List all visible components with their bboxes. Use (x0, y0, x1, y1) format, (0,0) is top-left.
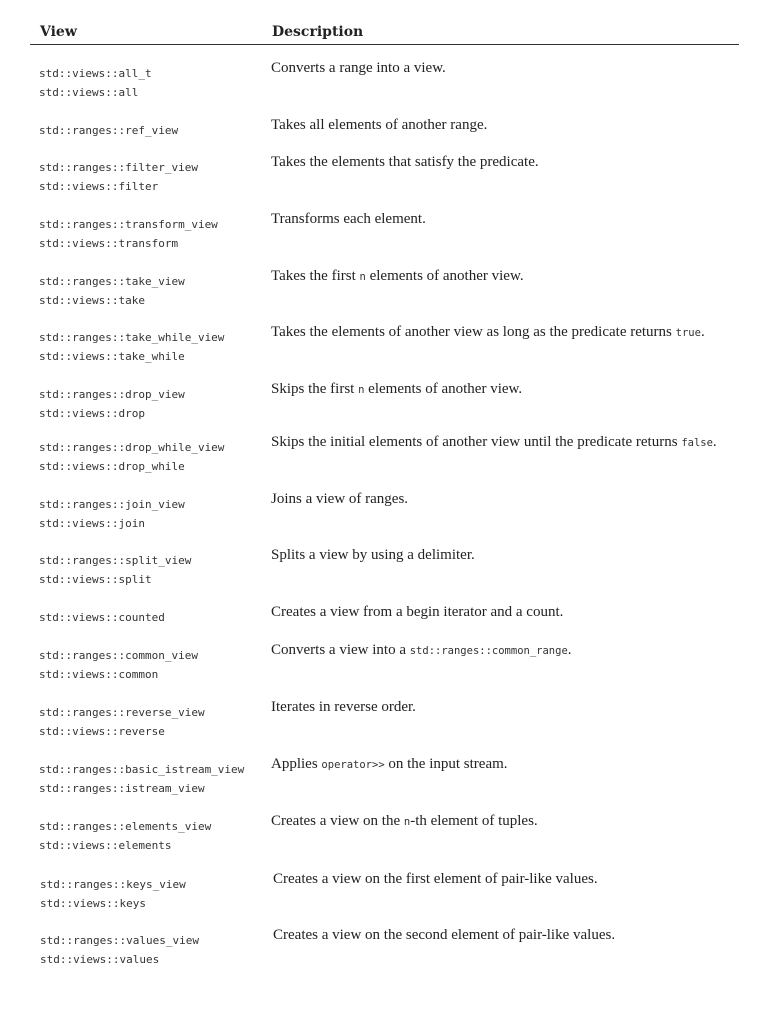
view-description (271, 697, 755, 717)
description-text: -th element of tuples. (410, 813, 538, 829)
description-text: Takes the elements that satisfy the predicate. (271, 154, 539, 170)
view-description (271, 266, 755, 287)
description-text: Creates a view on the (271, 813, 404, 829)
view-name: std::views::transform (39, 237, 179, 250)
description-text: Converts a view into a (271, 642, 410, 658)
description-text: Creates a view on the first element of pair-like values. (273, 871, 598, 887)
view-names (39, 158, 269, 196)
description-text: Creates a view on the second element of pair-like values. (273, 927, 616, 943)
view-description (273, 869, 757, 889)
view-name: std::views::values (40, 953, 160, 966)
view-description (271, 322, 755, 343)
view-name: std::views::drop (39, 407, 145, 420)
description-text: Splits a view by using a delimiter. (271, 547, 475, 563)
description-text: Joins a view of ranges. (271, 491, 409, 507)
description-text: Converts a range into a view. (271, 60, 446, 76)
description-text: Skips the first (271, 381, 359, 397)
view-name: std::views::all (39, 86, 139, 99)
inline-code: n (359, 271, 366, 283)
view-name: std::ranges::transform_view (39, 218, 218, 231)
view-name: std::views::take_while (39, 350, 185, 363)
description-text: elements of another view. (365, 268, 524, 284)
view-name: std::ranges::values_view (40, 934, 199, 947)
view-name: std::ranges::drop_view (39, 388, 185, 401)
view-name: std::ranges::reverse_view (39, 706, 205, 719)
description-text: Creates a view from a begin iterator and a count. (271, 604, 564, 620)
view-names (39, 703, 269, 741)
description-text: Applies (271, 756, 322, 772)
view-description (271, 58, 755, 78)
view-description (271, 152, 755, 172)
view-name: std::views::reverse (39, 725, 165, 738)
view-names (39, 495, 269, 533)
view-names (40, 931, 270, 969)
view-names (39, 760, 269, 798)
view-description (271, 754, 755, 775)
column-header-description: Description (272, 24, 364, 40)
view-names (39, 64, 269, 102)
view-name: std::ranges::filter_view (39, 161, 198, 174)
description-text: . (700, 324, 705, 340)
view-names (39, 551, 269, 589)
view-description (271, 545, 755, 565)
view-name: std::ranges::elements_view (39, 820, 212, 833)
view-description (271, 602, 755, 622)
description-text: Skips the initial elements of another view until the predicate returns (271, 434, 682, 450)
view-name: std::views::counted (39, 611, 165, 624)
view-name: std::views::common (39, 668, 159, 681)
view-name: std::ranges::common_view (39, 649, 198, 662)
view-name: std::views::take (39, 294, 145, 307)
view-name: std::ranges::istream_view (39, 782, 205, 795)
view-names (39, 215, 269, 253)
inline-code: false (681, 437, 713, 449)
description-text: Transforms each element. (271, 211, 426, 227)
view-name: std::views::all_t (39, 67, 152, 80)
view-description (271, 811, 755, 832)
view-description (271, 489, 755, 509)
view-name: std::ranges::basic_istream_view (39, 763, 245, 776)
view-description (271, 379, 755, 400)
description-text: Takes all elements of another range. (271, 117, 488, 133)
view-names (39, 121, 269, 140)
description-text: Iterates in reverse order. (271, 699, 416, 715)
inline-code: true (675, 327, 701, 339)
view-names (39, 608, 269, 627)
inline-code: n (403, 816, 411, 828)
view-names (39, 385, 269, 423)
view-name: std::ranges::split_view (39, 554, 192, 567)
view-names (39, 328, 269, 366)
inline-code: n (358, 384, 365, 396)
view-name: std::views::keys (40, 897, 146, 910)
view-name: std::ranges::take_while_view (39, 331, 225, 344)
description-text: . (712, 434, 717, 450)
description-text: on the input stream. (384, 756, 508, 772)
view-description (271, 432, 755, 453)
description-text: Takes the elements of another view as long as the predicate returns (271, 324, 676, 340)
column-header-view: View (40, 24, 77, 40)
view-names (40, 875, 270, 913)
view-description (273, 925, 757, 945)
description-text: . (567, 642, 572, 658)
view-names (39, 646, 269, 684)
view-description (271, 640, 755, 661)
table-header (30, 22, 739, 45)
view-name: std::ranges::join_view (39, 498, 185, 511)
view-description (271, 209, 755, 229)
description-text: Takes the first (271, 268, 360, 284)
view-name: std::views::filter (39, 180, 159, 193)
view-names (39, 438, 269, 476)
view-name: std::views::elements (39, 839, 172, 852)
view-name: std::ranges::ref_view (39, 124, 179, 137)
view-name: std::views::split (39, 573, 152, 586)
view-name: std::ranges::take_view (39, 275, 185, 288)
description-text: elements of another view. (364, 381, 523, 397)
inline-code: operator>> (321, 759, 385, 771)
view-name: std::ranges::keys_view (40, 878, 186, 891)
view-name: std::ranges::drop_while_view (39, 441, 225, 454)
inline-code: std::ranges::common_range (409, 645, 568, 657)
view-name: std::views::drop_while (39, 460, 185, 473)
view-names (39, 817, 269, 855)
view-names (39, 272, 269, 310)
view-description (271, 115, 755, 135)
view-name: std::views::join (39, 517, 145, 530)
